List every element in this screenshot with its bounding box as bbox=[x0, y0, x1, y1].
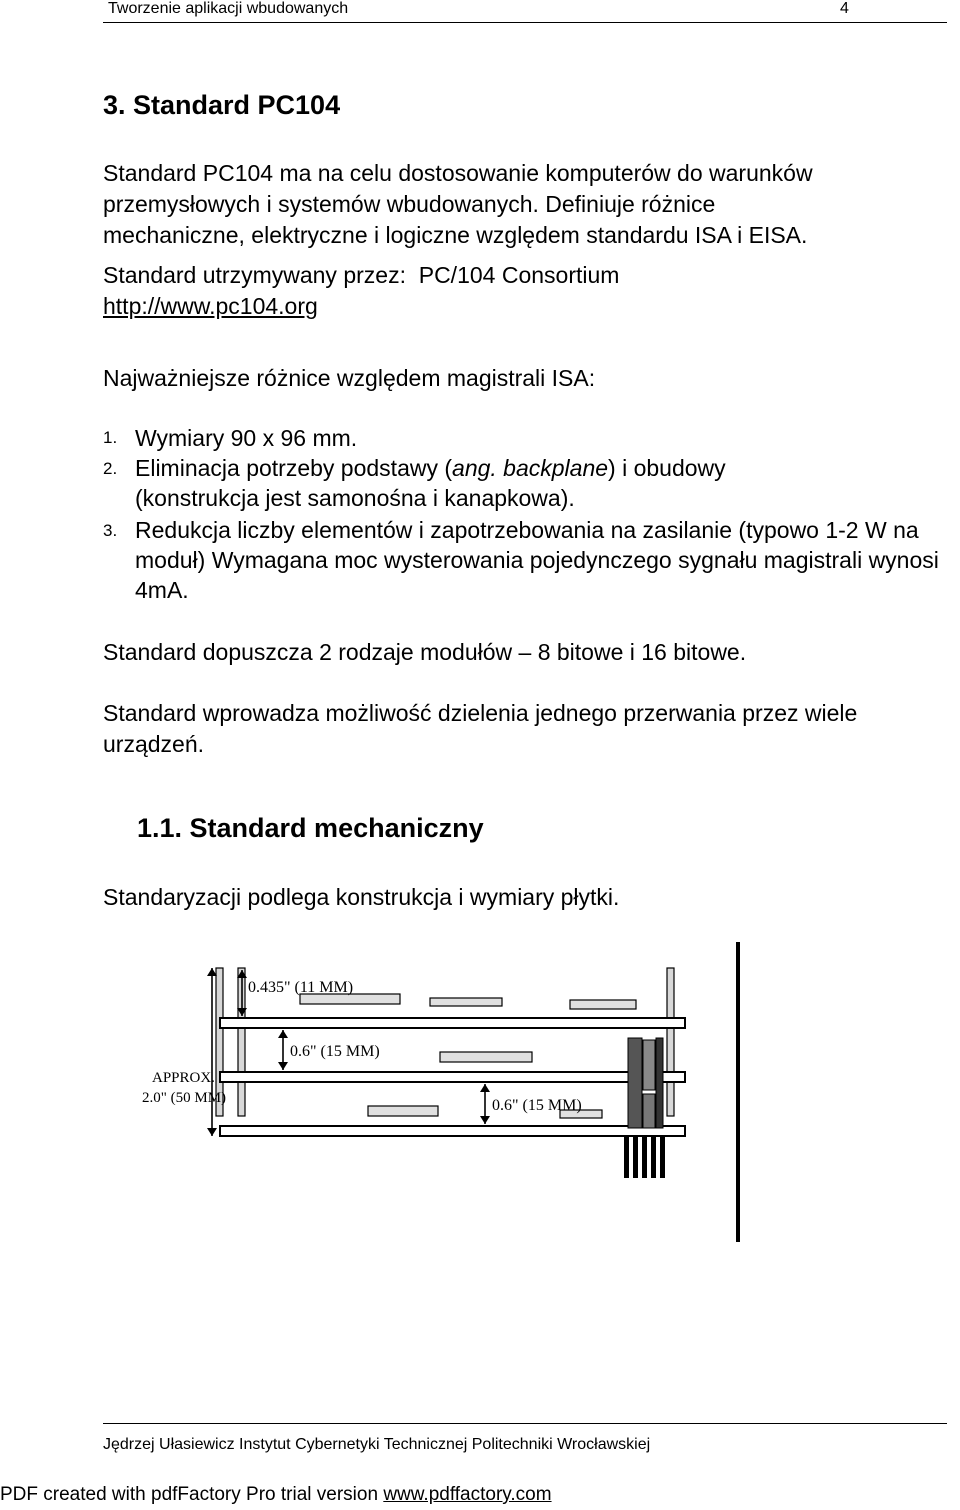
height-label: 2.0" (50 MM) bbox=[142, 1090, 227, 1106]
list-item-number: 1. bbox=[103, 428, 118, 447]
bus-pin bbox=[651, 1136, 656, 1178]
component bbox=[440, 1052, 532, 1062]
dimension-label-bottom: 0.6" (15 MM) bbox=[492, 1097, 582, 1114]
footer-rule bbox=[103, 1423, 947, 1424]
bus-pin bbox=[624, 1136, 629, 1178]
header-title: Tworzenie aplikacji wbudowanych bbox=[108, 0, 349, 17]
maintained-by bbox=[103, 260, 619, 291]
list-item-number: 3. bbox=[103, 521, 118, 540]
board-top bbox=[220, 1018, 685, 1028]
dimension-arrow bbox=[278, 1062, 288, 1070]
differences-title: Najważniejsze różnice względem magistrali ISA: bbox=[103, 365, 596, 391]
maintained-label: Standard utrzymywany przez: bbox=[103, 262, 406, 288]
board-middle bbox=[220, 1072, 685, 1082]
page-number: 4 bbox=[840, 0, 849, 17]
board-bottom bbox=[220, 1126, 685, 1136]
mechanical-paragraph: Standaryzacji podlega konstrukcja i wymiary płytki. bbox=[103, 884, 620, 910]
bus-connector bbox=[656, 1038, 663, 1128]
interrupt-paragraph: Standard wprowadza możliwość dzielenia jednego przerwania przez wiele urządzeń. bbox=[103, 700, 858, 757]
bus-pin bbox=[642, 1136, 647, 1178]
bus-pin bbox=[633, 1136, 638, 1178]
bus-connector bbox=[643, 1094, 655, 1128]
bus-connector bbox=[628, 1038, 642, 1128]
standoff-post bbox=[667, 968, 674, 1116]
pc104-stack-figure bbox=[140, 938, 750, 1248]
dimension-arrow bbox=[480, 1116, 490, 1124]
intro-line-1: Standard PC104 ma na celu dostosowanie komputerów do warunków bbox=[103, 160, 813, 186]
dimension-arrow bbox=[480, 1084, 490, 1092]
approx-label: APPROX. bbox=[152, 1070, 215, 1086]
modules-paragraph: Standard dopuszcza 2 rodzaje modułów – 8 bitowe i 16 bitowe. bbox=[103, 639, 747, 665]
pdf-notice bbox=[0, 1484, 552, 1506]
bus-connector bbox=[643, 1040, 655, 1090]
pdffactory-link[interactable]: www.pdffactory.com bbox=[383, 1484, 552, 1505]
subsection-title: 1.1. Standard mechaniczny bbox=[137, 813, 484, 843]
header-rule bbox=[103, 22, 947, 23]
vertical-rule bbox=[736, 942, 740, 1242]
list-item-text: Redukcja liczby elementów i zapotrzebowania na zasilanie (typowo 1-2 W na moduł) Wymagana moc wysterowania pojedynczego sygnału magistrali wynosi 4mA. bbox=[135, 517, 939, 603]
component bbox=[570, 1000, 636, 1009]
intro-line-2: przemysłowych i systemów wbudowanych. Definiuje różnice bbox=[103, 191, 716, 217]
pdf-notice-text: PDF created with pdfFactory Pro trial version bbox=[0, 1484, 384, 1505]
component bbox=[368, 1106, 438, 1116]
dimension-label-top: 0.435" (11 MM) bbox=[248, 979, 354, 996]
footer-author: Jędrzej Ułasiewicz Instytut Cybernetyki Technicznej Politechniki Wrocławskiej bbox=[103, 1436, 651, 1453]
list-item-number: 2. bbox=[103, 459, 118, 478]
intro-line-3: mechaniczne, elektryczne i logiczne względem standardu ISA i EISA. bbox=[103, 222, 808, 248]
bus-pin bbox=[660, 1136, 665, 1178]
list-item-text: Eliminacja potrzeby podstawy (ang. backplane) i obudowy (konstrukcja jest samonośna i kanapkowa). bbox=[135, 455, 726, 511]
maintained-value: PC/104 Consortium bbox=[418, 262, 620, 288]
dimension-arrow bbox=[278, 1030, 288, 1038]
dimension-arrow bbox=[207, 1128, 217, 1136]
list-item-text: Wymiary 90 x 96 mm. bbox=[135, 425, 358, 451]
section-title: 3. Standard PC104 bbox=[103, 90, 341, 120]
dimension-label-middle: 0.6" (15 MM) bbox=[290, 1043, 380, 1060]
consortium-link[interactable]: http://www.pc104.org bbox=[103, 293, 318, 319]
component bbox=[430, 998, 502, 1006]
